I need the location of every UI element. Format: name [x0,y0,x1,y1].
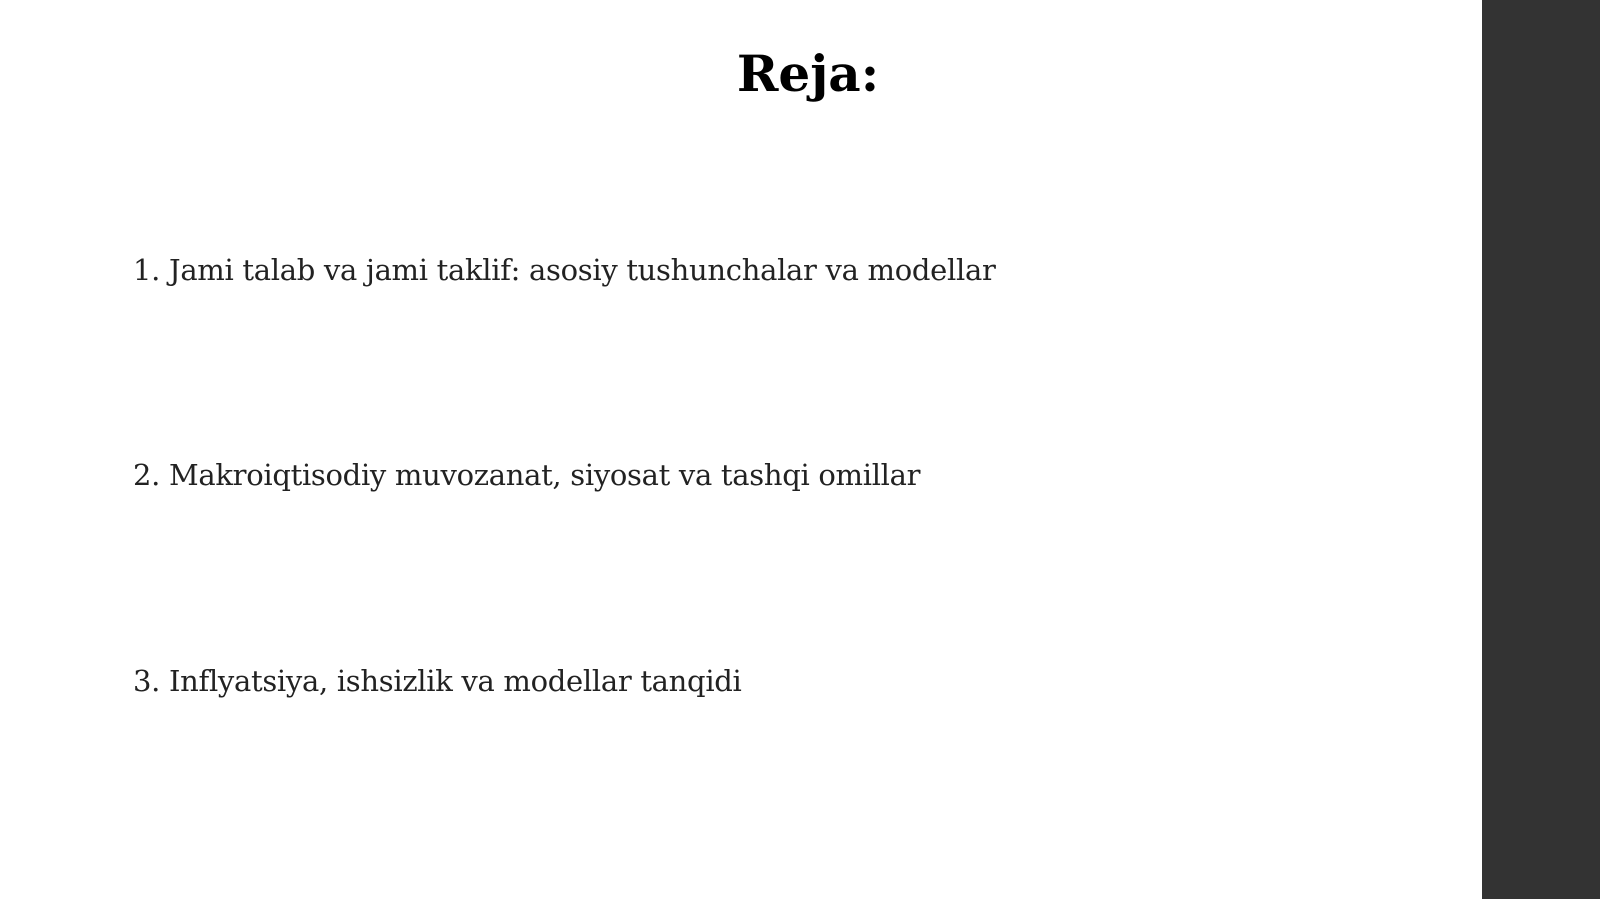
agenda-item-3: 3. Inflyatsiya, ishsizlik va modellar tanqidi [133,664,742,698]
slide-title: Reja: [736,44,880,103]
side-bar [1482,0,1600,899]
agenda-item-1: 1. Jami talab va jami taklif: asosiy tushunchalar va modellar [133,253,996,287]
agenda-item-2: 2. Makroiqtisodiy muvozanat, siyosat va tashqi omillar [133,458,921,492]
